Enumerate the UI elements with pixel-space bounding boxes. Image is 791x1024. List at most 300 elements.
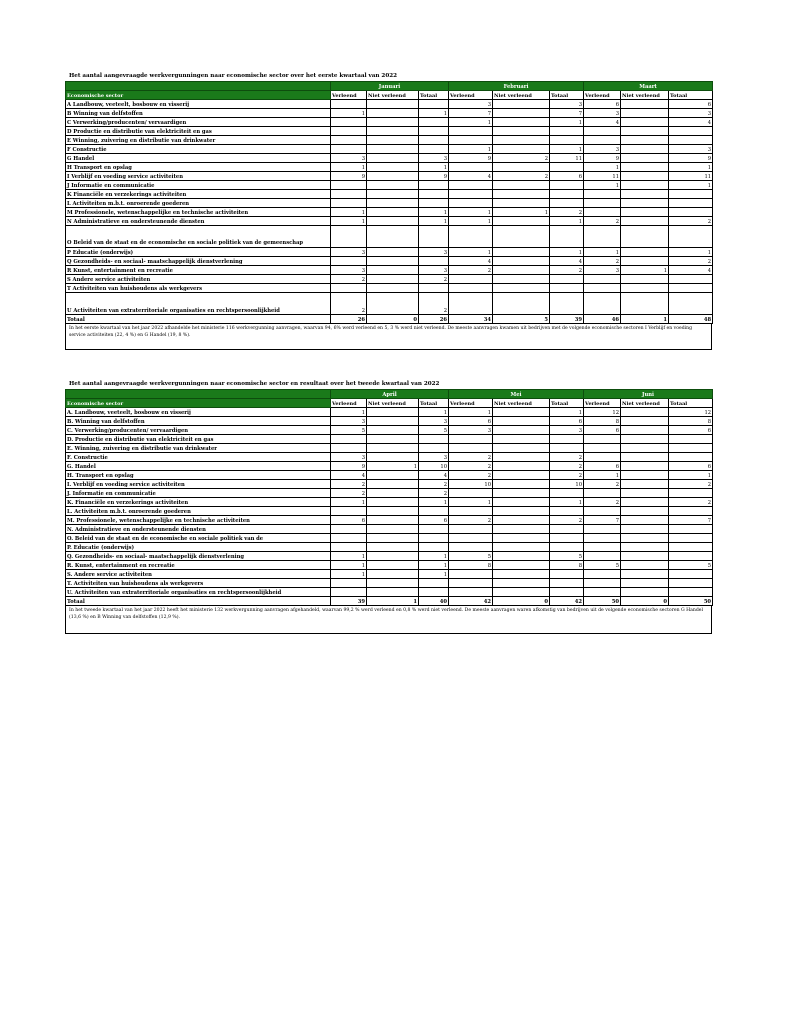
value-cell xyxy=(449,199,493,208)
table-row xyxy=(66,534,713,543)
value-cell: 1 xyxy=(550,217,584,226)
value-cell xyxy=(621,417,669,426)
value-cell xyxy=(367,453,419,462)
value-cell: 5 xyxy=(449,552,493,561)
value-cell xyxy=(669,453,713,462)
value-cell: 2 xyxy=(449,462,493,471)
value-cell xyxy=(449,543,493,552)
table-row xyxy=(66,435,713,444)
value-cell xyxy=(367,570,419,579)
value-cell xyxy=(550,190,584,199)
value-cell: 1 xyxy=(331,408,367,417)
value-cell xyxy=(331,444,367,453)
table-row xyxy=(66,552,713,561)
q2-table-block xyxy=(65,389,712,634)
column-header: Totaal xyxy=(419,91,449,100)
table-row xyxy=(66,226,713,248)
value-cell xyxy=(493,534,550,543)
value-cell xyxy=(449,226,493,248)
value-cell xyxy=(550,507,584,516)
value-cell: 5 xyxy=(584,561,621,570)
value-cell xyxy=(493,588,550,597)
value-cell xyxy=(550,489,584,498)
value-cell: 2 xyxy=(669,480,713,489)
value-cell xyxy=(367,293,419,315)
value-cell xyxy=(449,293,493,315)
value-cell xyxy=(621,435,669,444)
value-cell xyxy=(331,435,367,444)
value-cell xyxy=(669,552,713,561)
sector-header: Economische sector xyxy=(66,91,331,100)
table-row xyxy=(66,516,713,525)
value-cell xyxy=(331,284,367,293)
column-header: Niet verleend xyxy=(367,91,419,100)
value-cell: 1 xyxy=(669,248,713,257)
table-row xyxy=(66,444,713,453)
total-cell: 50 xyxy=(584,597,621,606)
value-cell xyxy=(367,588,419,597)
value-cell: 4 xyxy=(449,257,493,266)
sector-label: N. Administratieve en ondersteunende diensten xyxy=(66,525,331,534)
value-cell xyxy=(621,208,669,217)
value-cell xyxy=(419,226,449,248)
value-cell xyxy=(621,408,669,417)
table-row xyxy=(66,199,713,208)
sector-label: U. Activiteiten van extraterritoriale organisaties en rechtspersoonlijkheid xyxy=(66,588,331,597)
value-cell xyxy=(621,163,669,172)
value-cell: 4 xyxy=(669,118,713,127)
value-cell: 1 xyxy=(493,208,550,217)
value-cell xyxy=(331,199,367,208)
table-row xyxy=(66,217,713,226)
sector-label: I. Verblijf en voeding service activiteiten xyxy=(66,480,331,489)
value-cell xyxy=(419,257,449,266)
sector-label: H. Transport en opslag xyxy=(66,471,331,480)
value-cell xyxy=(449,163,493,172)
table-row xyxy=(66,480,713,489)
sector-label: M Professionele, wetenschappelijke en technische activiteiten xyxy=(66,208,331,217)
sector-label: O Beleid van de staat en de economische en sociale politiek van de gemeenschap xyxy=(66,226,331,248)
value-cell xyxy=(669,489,713,498)
month-header: Maart xyxy=(584,82,713,91)
value-cell xyxy=(419,181,449,190)
value-cell xyxy=(493,570,550,579)
value-cell xyxy=(449,444,493,453)
value-cell xyxy=(584,293,621,315)
q1-table-block xyxy=(65,81,712,350)
sector-label: H Transport en opslag xyxy=(66,163,331,172)
value-cell: 10 xyxy=(550,480,584,489)
value-cell: 9 xyxy=(331,462,367,471)
sector-label: U Activiteiten van extraterritoriale organisaties en rechtspersoonlijkheid xyxy=(66,293,331,315)
table-row xyxy=(66,248,713,257)
value-cell xyxy=(621,507,669,516)
table-row xyxy=(66,266,713,275)
value-cell xyxy=(584,284,621,293)
value-cell: 1 xyxy=(419,109,449,118)
value-cell: 1 xyxy=(449,208,493,217)
value-cell: 12 xyxy=(584,408,621,417)
total-row xyxy=(66,315,713,324)
sector-label: E Winning, zuivering en distributie van drinkwater xyxy=(66,136,331,145)
sector-label: S Andere service activiteiten xyxy=(66,275,331,284)
table-row xyxy=(66,588,713,597)
value-cell xyxy=(367,100,419,109)
table-row xyxy=(66,498,713,507)
value-cell: 3 xyxy=(550,426,584,435)
value-cell: 2 xyxy=(449,471,493,480)
total-cell: 1 xyxy=(621,315,669,324)
value-cell xyxy=(419,145,449,154)
value-cell xyxy=(419,507,449,516)
value-cell xyxy=(419,100,449,109)
value-cell: 2 xyxy=(550,471,584,480)
value-cell: 3 xyxy=(449,100,493,109)
value-cell xyxy=(331,534,367,543)
value-cell: 9 xyxy=(331,172,367,181)
value-cell xyxy=(621,181,669,190)
value-cell: 6 xyxy=(584,100,621,109)
value-cell xyxy=(669,444,713,453)
table-row xyxy=(66,543,713,552)
value-cell: 1 xyxy=(449,145,493,154)
value-cell: 5 xyxy=(550,552,584,561)
value-cell xyxy=(367,444,419,453)
table-row xyxy=(66,190,713,199)
value-cell: 5 xyxy=(331,426,367,435)
value-cell xyxy=(449,275,493,284)
table-row xyxy=(66,127,713,136)
value-cell xyxy=(449,489,493,498)
total-label: Totaal xyxy=(66,315,331,324)
value-cell xyxy=(621,552,669,561)
sector-label: G Handel xyxy=(66,154,331,163)
column-header: Verleend xyxy=(449,399,493,408)
value-cell xyxy=(584,226,621,248)
total-label: Totaal xyxy=(66,597,331,606)
value-cell: 6 xyxy=(331,516,367,525)
value-cell xyxy=(419,444,449,453)
value-cell xyxy=(493,293,550,315)
value-cell xyxy=(584,579,621,588)
value-cell: 1 xyxy=(669,471,713,480)
value-cell: 1 xyxy=(331,561,367,570)
value-cell: 1 xyxy=(449,248,493,257)
value-cell: 6 xyxy=(584,426,621,435)
value-cell: 6 xyxy=(419,516,449,525)
value-cell xyxy=(621,226,669,248)
value-cell xyxy=(669,284,713,293)
value-cell xyxy=(669,435,713,444)
q2-title: Het aantal aangevraagde werkvergunningen naar economische sector en resultaat over het tweede kwartaal van 2022 xyxy=(69,381,440,387)
value-cell xyxy=(493,248,550,257)
total-cell: 50 xyxy=(669,597,713,606)
value-cell xyxy=(449,534,493,543)
value-cell xyxy=(331,181,367,190)
value-cell xyxy=(669,226,713,248)
value-cell: 3 xyxy=(331,266,367,275)
value-cell: 2 xyxy=(331,293,367,315)
value-cell xyxy=(331,507,367,516)
value-cell: 2 xyxy=(584,480,621,489)
column-header: Totaal xyxy=(550,91,584,100)
value-cell xyxy=(550,543,584,552)
value-cell: 11 xyxy=(584,172,621,181)
value-cell xyxy=(367,118,419,127)
table-row xyxy=(66,109,713,118)
sector-label: N Administratieve en ondersteunende diensten xyxy=(66,217,331,226)
table-row xyxy=(66,507,713,516)
value-cell xyxy=(621,190,669,199)
table-row xyxy=(66,453,713,462)
value-cell: 4 xyxy=(550,257,584,266)
sector-label: Q. Gezondheids- en sociaal- maatschappelijk dienstverlening xyxy=(66,552,331,561)
value-cell xyxy=(550,525,584,534)
value-cell: 2 xyxy=(669,217,713,226)
value-cell: 2 xyxy=(419,489,449,498)
value-cell: 2 xyxy=(669,498,713,507)
value-cell xyxy=(493,118,550,127)
value-cell: 3 xyxy=(419,266,449,275)
value-cell: 2 xyxy=(493,154,550,163)
value-cell xyxy=(493,181,550,190)
sector-label: D Productie en distributie van elektriciteit en gas xyxy=(66,127,331,136)
value-cell xyxy=(449,181,493,190)
value-cell: 8 xyxy=(584,417,621,426)
value-cell: 1 xyxy=(449,217,493,226)
table-row xyxy=(66,154,713,163)
value-cell xyxy=(449,127,493,136)
total-cell: 46 xyxy=(584,315,621,324)
value-cell xyxy=(367,552,419,561)
value-cell: 7 xyxy=(584,516,621,525)
column-header: Niet verleend xyxy=(493,399,550,408)
total-cell: 26 xyxy=(331,315,367,324)
sector-label: L Activiteiten m.b.t. onroerende goederen xyxy=(66,199,331,208)
value-cell xyxy=(493,136,550,145)
value-cell xyxy=(493,275,550,284)
value-cell: 11 xyxy=(669,172,713,181)
value-cell xyxy=(493,489,550,498)
value-cell xyxy=(621,426,669,435)
value-cell xyxy=(621,462,669,471)
value-cell xyxy=(669,507,713,516)
total-cell: 42 xyxy=(550,597,584,606)
value-cell xyxy=(419,118,449,127)
value-cell xyxy=(621,561,669,570)
value-cell xyxy=(367,217,419,226)
value-cell xyxy=(621,534,669,543)
value-cell xyxy=(331,118,367,127)
value-cell xyxy=(669,525,713,534)
total-cell: 1 xyxy=(367,597,419,606)
value-cell: 2 xyxy=(493,172,550,181)
value-cell xyxy=(367,498,419,507)
value-cell xyxy=(449,190,493,199)
value-cell xyxy=(493,408,550,417)
table-row xyxy=(66,462,713,471)
sector-label: F. Constructie xyxy=(66,453,331,462)
column-header: Totaal xyxy=(669,91,713,100)
table-row xyxy=(66,489,713,498)
value-cell: 8 xyxy=(449,561,493,570)
value-cell xyxy=(493,471,550,480)
value-cell: 3 xyxy=(419,248,449,257)
q1-note: In het eerste kwartaal van het jaar 2022 afhandelde het ministerie 116 werkvergunning aanvragen, waarvan 94, 6% werd verleend en 5, 3 % werd niet verleend. De meeste aanvragen kwamen uit bedrijven met de volgende economische sectoren I Verblijf en voeding service activiteiten (22, 4 %) en G Handel (19, 8 %). xyxy=(65,324,712,350)
table-row xyxy=(66,426,713,435)
value-cell: 9 xyxy=(449,154,493,163)
value-cell: 10 xyxy=(419,462,449,471)
value-cell: 1 xyxy=(584,181,621,190)
value-cell: 9 xyxy=(419,172,449,181)
value-cell: 2 xyxy=(550,208,584,217)
value-cell xyxy=(621,217,669,226)
value-cell xyxy=(419,190,449,199)
value-cell xyxy=(550,226,584,248)
value-cell xyxy=(584,453,621,462)
value-cell xyxy=(621,453,669,462)
value-cell xyxy=(493,453,550,462)
value-cell xyxy=(621,145,669,154)
value-cell xyxy=(669,190,713,199)
value-cell xyxy=(493,284,550,293)
column-header: Niet verleend xyxy=(621,399,669,408)
value-cell: 4 xyxy=(669,266,713,275)
value-cell: 3 xyxy=(331,154,367,163)
column-header: Niet verleend xyxy=(621,91,669,100)
month-header: Februari xyxy=(449,82,584,91)
sector-label: P Educatie (onderwijs) xyxy=(66,248,331,257)
value-cell xyxy=(493,145,550,154)
value-cell: 2 xyxy=(584,498,621,507)
value-cell xyxy=(621,199,669,208)
value-cell: 3 xyxy=(449,426,493,435)
value-cell: 9 xyxy=(669,154,713,163)
table-row xyxy=(66,525,713,534)
total-cell: 26 xyxy=(419,315,449,324)
value-cell: 1 xyxy=(419,570,449,579)
value-cell xyxy=(584,127,621,136)
value-cell xyxy=(419,284,449,293)
value-cell: 2 xyxy=(550,462,584,471)
sector-label: T. Activiteiten van huishoudens als werkgevers xyxy=(66,579,331,588)
value-cell xyxy=(621,136,669,145)
value-cell xyxy=(621,516,669,525)
total-cell: 34 xyxy=(449,315,493,324)
value-cell: 1 xyxy=(331,109,367,118)
value-cell xyxy=(331,543,367,552)
value-cell: 1 xyxy=(584,248,621,257)
value-cell xyxy=(584,444,621,453)
value-cell xyxy=(367,284,419,293)
value-cell xyxy=(669,199,713,208)
value-cell xyxy=(367,248,419,257)
value-cell xyxy=(550,163,584,172)
value-cell xyxy=(493,435,550,444)
q1-title: Het aantal aangevraagde werkvergunningen naar economische sector over het eerste kwartaal van 2022 xyxy=(69,73,397,79)
value-cell: 2 xyxy=(419,293,449,315)
value-cell xyxy=(493,480,550,489)
value-cell: 4 xyxy=(584,118,621,127)
header-spacer xyxy=(66,82,331,91)
value-cell: 3 xyxy=(669,145,713,154)
column-header: Totaal xyxy=(550,399,584,408)
value-cell xyxy=(449,570,493,579)
value-cell xyxy=(367,257,419,266)
value-cell xyxy=(419,579,449,588)
value-cell xyxy=(367,525,419,534)
value-cell: 8 xyxy=(669,417,713,426)
value-cell xyxy=(621,543,669,552)
value-cell: 3 xyxy=(331,417,367,426)
value-cell xyxy=(367,516,419,525)
value-cell: 1 xyxy=(419,552,449,561)
value-cell: 1 xyxy=(550,118,584,127)
value-cell: 1 xyxy=(331,208,367,217)
value-cell: 2 xyxy=(584,257,621,266)
value-cell: 2 xyxy=(449,516,493,525)
sector-label: A. Landbouw, veeteelt, bosbouw en visserij xyxy=(66,408,331,417)
value-cell: 1 xyxy=(419,408,449,417)
value-cell xyxy=(621,480,669,489)
table-row xyxy=(66,561,713,570)
value-cell xyxy=(669,208,713,217)
table-row xyxy=(66,570,713,579)
table-row xyxy=(66,275,713,284)
value-cell: 4 xyxy=(419,471,449,480)
value-cell: 7 xyxy=(550,109,584,118)
value-cell xyxy=(621,118,669,127)
table-row xyxy=(66,471,713,480)
value-cell xyxy=(621,444,669,453)
value-cell xyxy=(449,579,493,588)
value-cell xyxy=(367,579,419,588)
column-header: Verleend xyxy=(584,399,621,408)
value-cell xyxy=(419,534,449,543)
value-cell xyxy=(493,579,550,588)
sector-label: O. Beleid van de staat en de economische en sociale politiek van de xyxy=(66,534,331,543)
value-cell xyxy=(331,145,367,154)
value-cell: 6 xyxy=(669,426,713,435)
value-cell xyxy=(493,190,550,199)
value-cell xyxy=(449,284,493,293)
value-cell xyxy=(493,543,550,552)
value-cell xyxy=(493,462,550,471)
value-cell xyxy=(493,417,550,426)
value-cell xyxy=(550,570,584,579)
table-row xyxy=(66,293,713,315)
value-cell: 1 xyxy=(669,163,713,172)
value-cell xyxy=(367,534,419,543)
value-cell xyxy=(550,435,584,444)
value-cell xyxy=(449,507,493,516)
value-cell xyxy=(550,181,584,190)
table-row xyxy=(66,417,713,426)
value-cell xyxy=(331,190,367,199)
value-cell xyxy=(449,588,493,597)
value-cell xyxy=(419,435,449,444)
value-cell xyxy=(493,507,550,516)
value-cell xyxy=(669,293,713,315)
value-cell xyxy=(550,534,584,543)
value-cell: 1 xyxy=(419,217,449,226)
value-cell xyxy=(621,275,669,284)
value-cell: 2 xyxy=(669,257,713,266)
value-cell xyxy=(493,552,550,561)
value-cell xyxy=(621,127,669,136)
value-cell xyxy=(367,109,419,118)
value-cell xyxy=(367,181,419,190)
